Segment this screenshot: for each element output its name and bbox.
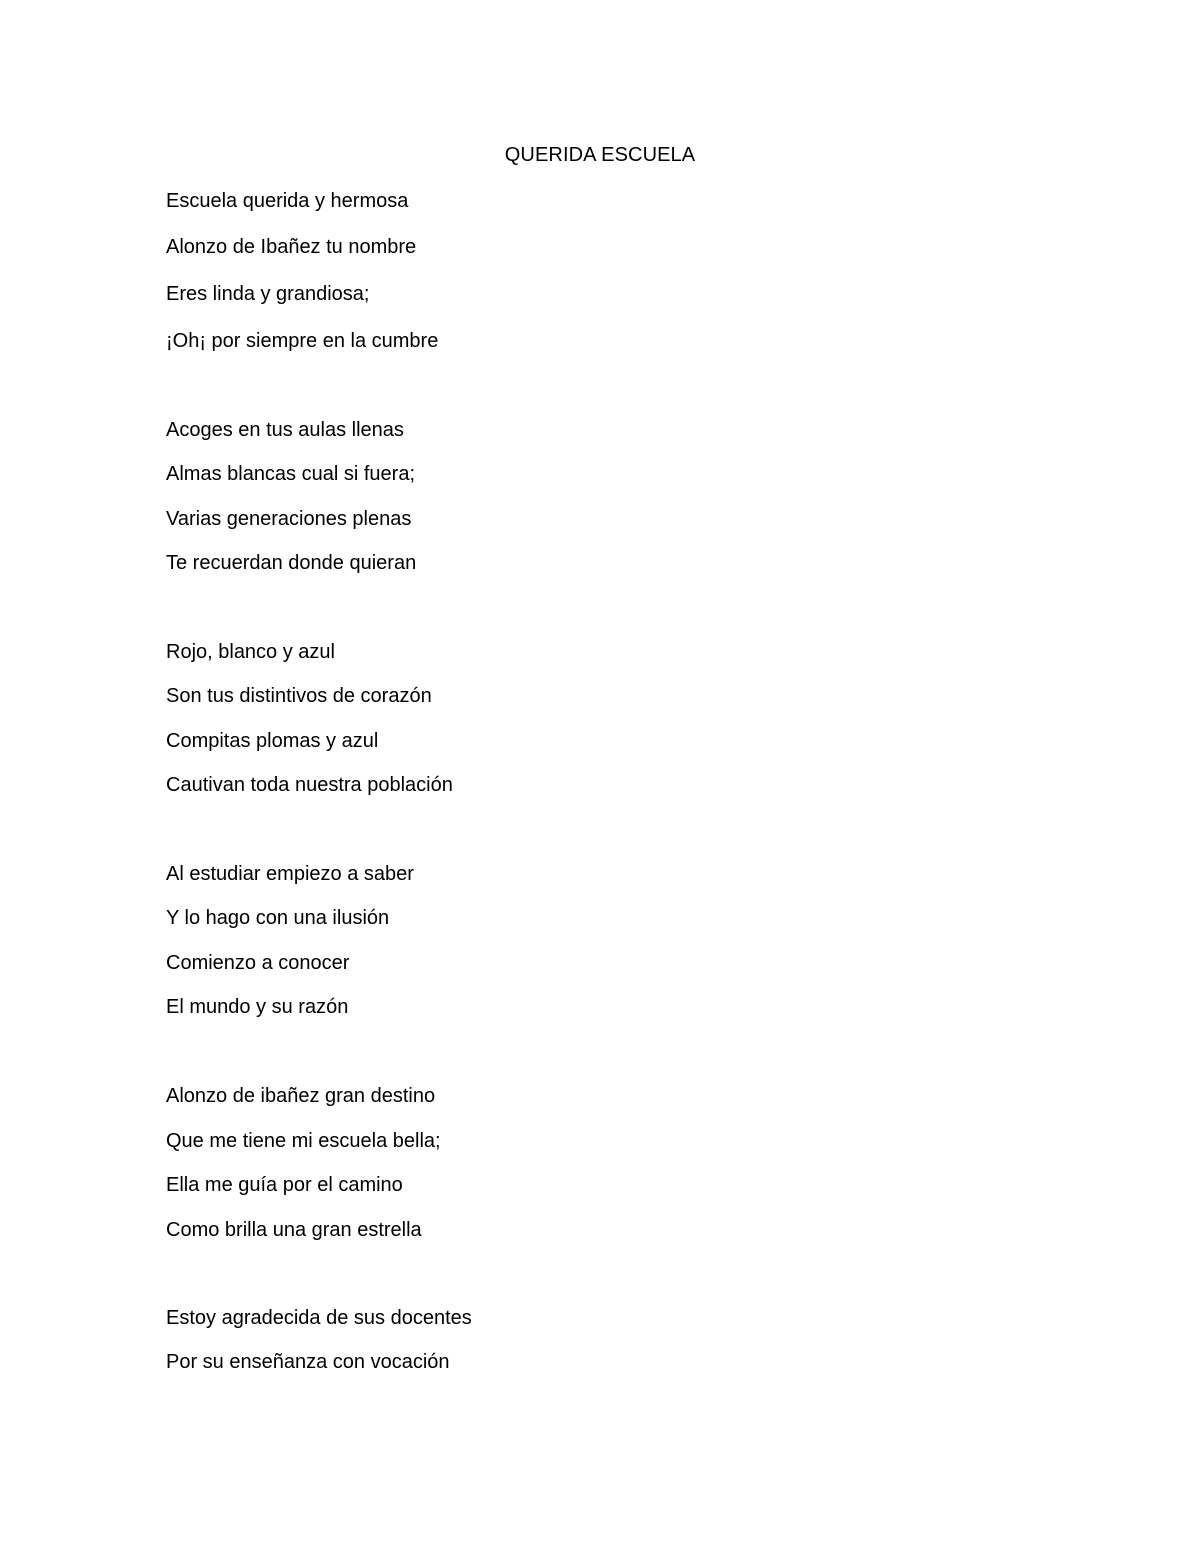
poem-line: Te recuerdan donde quieran: [166, 552, 417, 574]
poem-line: Acoges en tus aulas llenas: [166, 419, 404, 441]
poem-line: Alonzo de ibañez gran destino: [166, 1085, 436, 1107]
poem-line: Comienzo a conocer: [166, 952, 350, 974]
poem-line: Son tus distintivos de corazón: [166, 685, 432, 707]
poem-line: Varias generaciones plenas: [166, 508, 412, 530]
poem-line: Como brilla una gran estrella: [166, 1219, 422, 1241]
poem-line: ¡Oh¡ por siempre en la cumbre: [166, 330, 439, 352]
poem-line: Cautivan toda nuestra población: [166, 774, 453, 796]
poem-title: QUERIDA ESCUELA: [504, 144, 696, 166]
poem-line: Estoy agradecida de sus docentes: [166, 1307, 472, 1329]
poem-line: Al estudiar empiezo a saber: [166, 863, 414, 885]
poem-line: Que me tiene mi escuela bella;: [166, 1130, 441, 1152]
poem-line: Rojo, blanco y azul: [166, 641, 335, 663]
poem-line: Por su enseñanza con vocación: [166, 1351, 450, 1373]
poem-line: Compitas plomas y azul: [166, 730, 379, 752]
poem-line: El mundo y su razón: [166, 996, 349, 1018]
poem-line: Almas blancas cual si fuera;: [166, 463, 416, 485]
poem-line: Y lo hago con una ilusión: [166, 907, 390, 929]
poem-line: Eres linda y grandiosa;: [166, 283, 370, 305]
poem-line: Ella me guía por el camino: [166, 1174, 403, 1196]
poem-line: Alonzo de Ibañez tu nombre: [166, 236, 417, 258]
poem-line: Escuela querida y hermosa: [166, 190, 409, 212]
